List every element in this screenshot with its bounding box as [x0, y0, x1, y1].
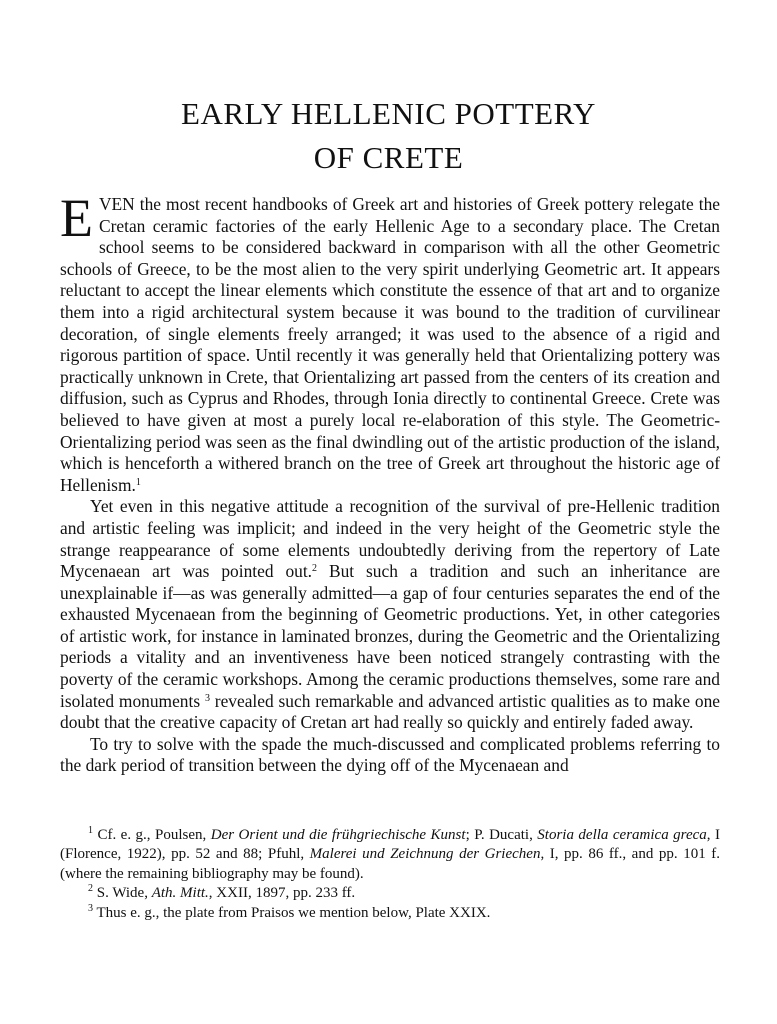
- footnote-3: [60, 904, 720, 923]
- footnote-1: [60, 826, 720, 884]
- paragraph-2-text-c: revealed such remarkable and advanced artistic qualities as to make one doubt that the creative capacity of Cretan art had really so quickly and entirely faded away.: [60, 690, 720, 733]
- footnote-1-mark: 1: [88, 825, 93, 836]
- footnote-3-text: Thus e. g., the plate from Praisos we mention below, Plate XXIX.: [93, 904, 491, 921]
- footnote-2-journal: Ath. Mitt.: [151, 885, 209, 902]
- footnote-1-title-2: Storia della ceramica greca: [537, 827, 707, 843]
- paragraph-3: To try to solve with the spade the much-discussed and complicated problems referring to the dark period of transition between the dying off of the Mycenaean and: [60, 733, 720, 776]
- footnote-1-text-a: Cf. e. g., Poulsen,: [93, 827, 211, 843]
- footnote-1-text-b: ; P. Ducati,: [465, 827, 538, 843]
- paragraph-1: [60, 188, 720, 496]
- footnote-2: [60, 884, 720, 903]
- footnote-ref-1: 1: [135, 476, 141, 488]
- footnote-1-text-d: , I, pp. 86 ff., and pp. 101 f. (where the remaining bibliography may be found).: [60, 846, 720, 882]
- paragraph-2-text-b: But such a tradition and such an inheritance are unexplainable if—as was generally admitted—a gap of four centuries separates the end of the exhausted Mycenaean from the beginning of Geometric productions. Yet, in other categories of artistic work, for instance in laminated bronzes, during the Geometric and the Orientalizing periods a vitality and an inventiveness have been noticed strangely contrasting with the poverty of the ceramic workshops. Among the ceramic productions themselves, some rare and isolated monuments: [60, 561, 721, 711]
- footnote-2-text-b: , XXII, 1897, pp. 233 ff.: [208, 885, 356, 902]
- page-title-line-2: OF CRETE: [313, 140, 464, 175]
- footnote-1-title-1: Der Orient und die frühgriechische Kunst: [210, 827, 466, 843]
- footnotes: [60, 826, 720, 923]
- page-title-line-1: EARLY HELLENIC POTTERY: [181, 96, 596, 131]
- footnote-1-title-3: Malerei und Zeichnung der Griechen: [309, 846, 541, 863]
- article-body: [60, 188, 721, 777]
- paragraph-2-text-a: Yet even in this negative attitude a recognition of the survival of pre-Hellenic tradition and artistic feeling was implicit; and indeed in the very height of the Geometric style the strange reappearance of some elements undoubtedly deriving from the repertory of Late Mycenaean art was pointed out.: [60, 496, 720, 582]
- footnote-2-mark: 2: [88, 883, 93, 895]
- drop-cap: E: [60, 188, 93, 248]
- footnote-ref-2: 2: [312, 563, 318, 575]
- footnote-1-text-c: , I (Florence, 1922), pp. 52 and 88; Pfuhl,: [60, 827, 720, 863]
- paragraph-1-text: VEN the most recent handbooks of Greek art and histories of Greek pottery relegate the Cretan ceramic factories of the early Hellenic Age to a secondary place. The Cretan school seems to be considered backward in comparison with all the other Geometric schools of Greece, to be the most alien to the very spirit underlying Geometric art. It appears reluctant to accept the linear elements which constitute the essence of that art and to organize them into a rigid architectural system because it was bound to the tradition of curvilinear decoration, of single elements freely arranged; it was used to the absence of a rigid and rigorous partition of space. Until recently it was generally held that Orientalizing pottery was practically unknown in Crete, that Orientalizing art passed from the centers of its creation and diffusion, such as Cyprus and Rhodes, through Ionia directly to continental Greece. Crete was believed to have given at most a purely local re-elaboration of this style. The Geometric-Orientalizing period was seen as the final dwindling out of the artistic production of the island, which is henceforth a withered branch on the tree of Greek art throughout the historic age of Hellenism.: [60, 194, 720, 495]
- footnote-2-text-a: S. Wide,: [93, 885, 152, 902]
- footnote-ref-3: 3: [204, 692, 210, 704]
- paragraph-2: [60, 496, 720, 734]
- footnote-3-mark: 3: [88, 902, 93, 914]
